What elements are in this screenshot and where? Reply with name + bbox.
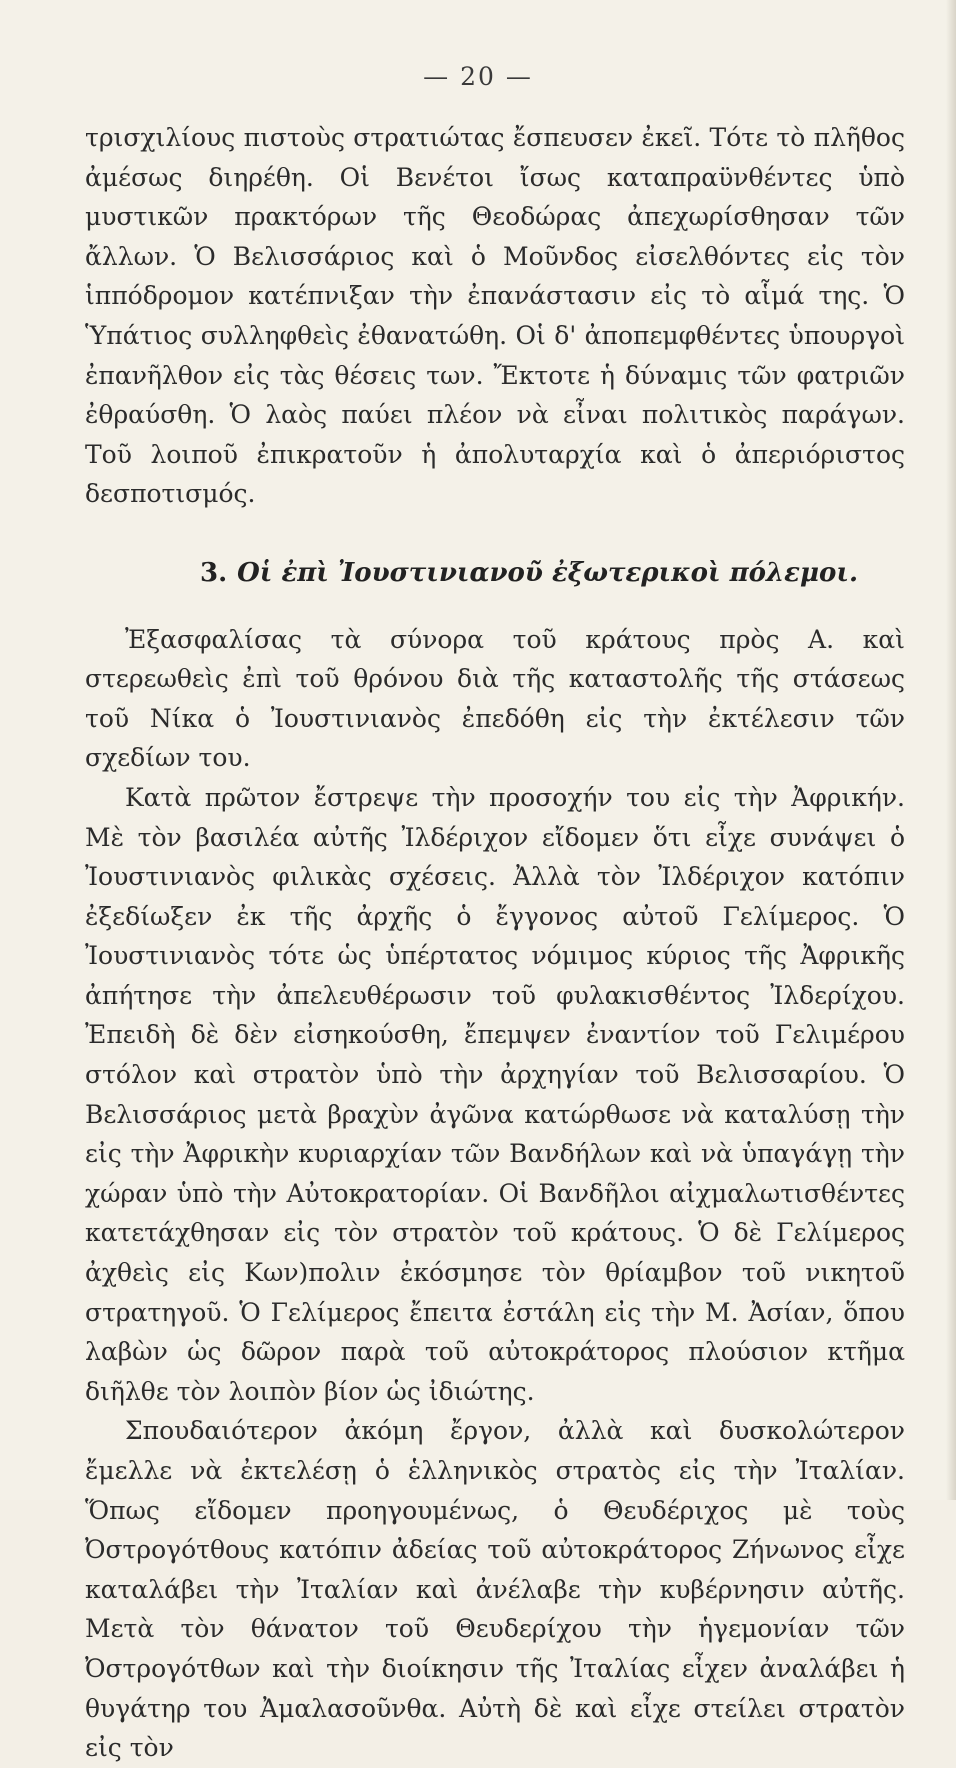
section-heading — [85, 554, 905, 594]
paragraph-1: τρισχιλίους πιστοὺς στρατιώτας ἔσπευσεν ἐκεῖ. Τότε τὸ πλῆθος ἀμέσως διηρέθη. Οἱ Βενέτοι ἴσως καταπραϋνθέντες ὑπὸ μυστικῶν πρακτόρων τῆς Θεοδώρας ἀπεχωρίσθησαν τῶν ἄλλων. Ὁ Βελισσάριος καὶ ὁ Μοῦνδος εἰσελθόντες εἰς τὸν ἱππόδρομον κατέπνιξαν τὴν ἐπανάστασιν εἰς τὸ αἷμά της. Ὁ Ὑπάτιος συλληφθεὶς ἐθανατώθη. Οἱ δ' ἀποπεμφθέντες ὑπουργοὶ ἐπανῆλθον εἰς τὰς θέσεις των. Ἔκτοτε ἡ δύναμις τῶν φατριῶν ἐθραύσθη. Ὁ λαὸς παύει πλέον νὰ εἶναι πολιτικὸς παράγων. Τοῦ λοιποῦ ἐπικρατοῦν ἡ ἀπολυταρχία καὶ ὁ ἀπεριόριστος δεσποτισμός. — [85, 123, 905, 509]
page-edge-shadow — [946, 0, 956, 1500]
section-number: 3. — [200, 557, 228, 588]
page-number: — 20 — — [423, 62, 533, 91]
paragraph-2: Ἐξασφαλίσας τὰ σύνορα τοῦ κράτους πρὸς Α. καὶ στερεωθεὶς ἐπὶ τοῦ θρόνου διὰ τῆς καταστολῆς τῆς στάσεως τοῦ Νίκα ὁ Ἰουστινιανὸς ἐπεδόθη εἰς τὴν ἐκτέλεσιν τῶν σχεδίων του. — [85, 624, 905, 773]
section-title: Οἱ ἐπὶ Ἰουστινιανοῦ ἐξωτερικοὶ πόλεμοι. — [237, 557, 858, 588]
paragraph-4: Σπουδαιότερον ἀκόμη ἔργον, ἀλλὰ καὶ δυσκολώτερον ἔμελλε νὰ ἐκτελέσῃ ὁ ἑλληνικὸς στρατὸς εἰς τὴν Ἰταλίαν. Ὅπως εἴδομεν προηγουμένως, ὁ Θευδέριχος μὲ τοὺς Ὀστρογότθους κατόπιν ἀδείας τοῦ αὐτοκράτορος Ζήνωνος εἶχε καταλάβει τὴν Ἰταλίαν καὶ ἀνέλαβε τὴν κυβέρνησιν αὐτῆς. Μετὰ τὸν θάνατον τοῦ Θευδερίχου τὴν ἡγεμονίαν τῶν Ὀστρογότθων καὶ τὴν διοίκησιν τῆς Ἰταλίας εἶχεν ἀναλάβει ἡ θυγάτηρ του Ἀμαλασοῦνθα. Αὐτὴ δὲ καὶ εἶχε στείλει στρατὸν εἰς τὸν — [85, 1416, 905, 1763]
body-text — [85, 118, 905, 1768]
paragraph-3: Κατὰ πρῶτον ἔστρεψε τὴν προσοχήν του εἰς τὴν Ἀφρικήν. Μὲ τὸν βασιλέα αὐτῆς Ἰλδέριχον εἴδομεν ὅτι εἶχε συνάψει ὁ Ἰουστινιανὸς φιλικὰς σχέσεις. Ἀλλὰ τὸν Ἰλδέριχον κατόπιν ἐξεδίωξεν ἐκ τῆς ἀρχῆς ὁ ἔγγονος αὐτοῦ Γελίμερος. Ὁ Ἰουστινιανὸς τότε ὡς ὑπέρτατος νόμιμος κύριος τῆς Ἀφρικῆς ἀπήτησε τὴν ἀπελευθέρωσιν τοῦ φυλακισθέντος Ἰλδερίχου. Ἐπειδὴ δὲ δὲν εἰσηκούσθη, ἔπεμψεν ἐναντίον τοῦ Γελιμέρου στόλον καὶ στρατὸν ὑπὸ τὴν ἀρχηγίαν τοῦ Βελισσαρίου. Ὁ Βελισσάριος μετὰ βραχὺν ἀγῶνα κατώρθωσε νὰ καταλύσῃ τὴν εἰς τὴν Ἀφρικὴν κυριαρχίαν τῶν Βανδήλων καὶ νὰ ὑπαγάγῃ τὴν χώραν ὑπὸ τὴν Αὐτοκρατορίαν. Οἱ Βανδῆλοι αἰχμαλωτισθέντες κατετάχθησαν εἰς τὸν στρατὸν τοῦ κράτους. Ὁ δὲ Γελίμερος ἀχθεὶς εἰς Κων)πολιν ἐκόσμησε τὸν θρίαμβον τοῦ νικητοῦ στρατηγοῦ. Ὁ Γελίμερος ἔπειτα ἐστάλη εἰς τὴν Μ. Ἀσίαν, ὅπου λαβὼν ὡς δῶρον παρὰ τοῦ αὐτοκράτορος πλούσιον κτῆμα διῆλθε τὸν λοιπὸν βίον ὡς ἰδιώτης. — [85, 782, 905, 1406]
